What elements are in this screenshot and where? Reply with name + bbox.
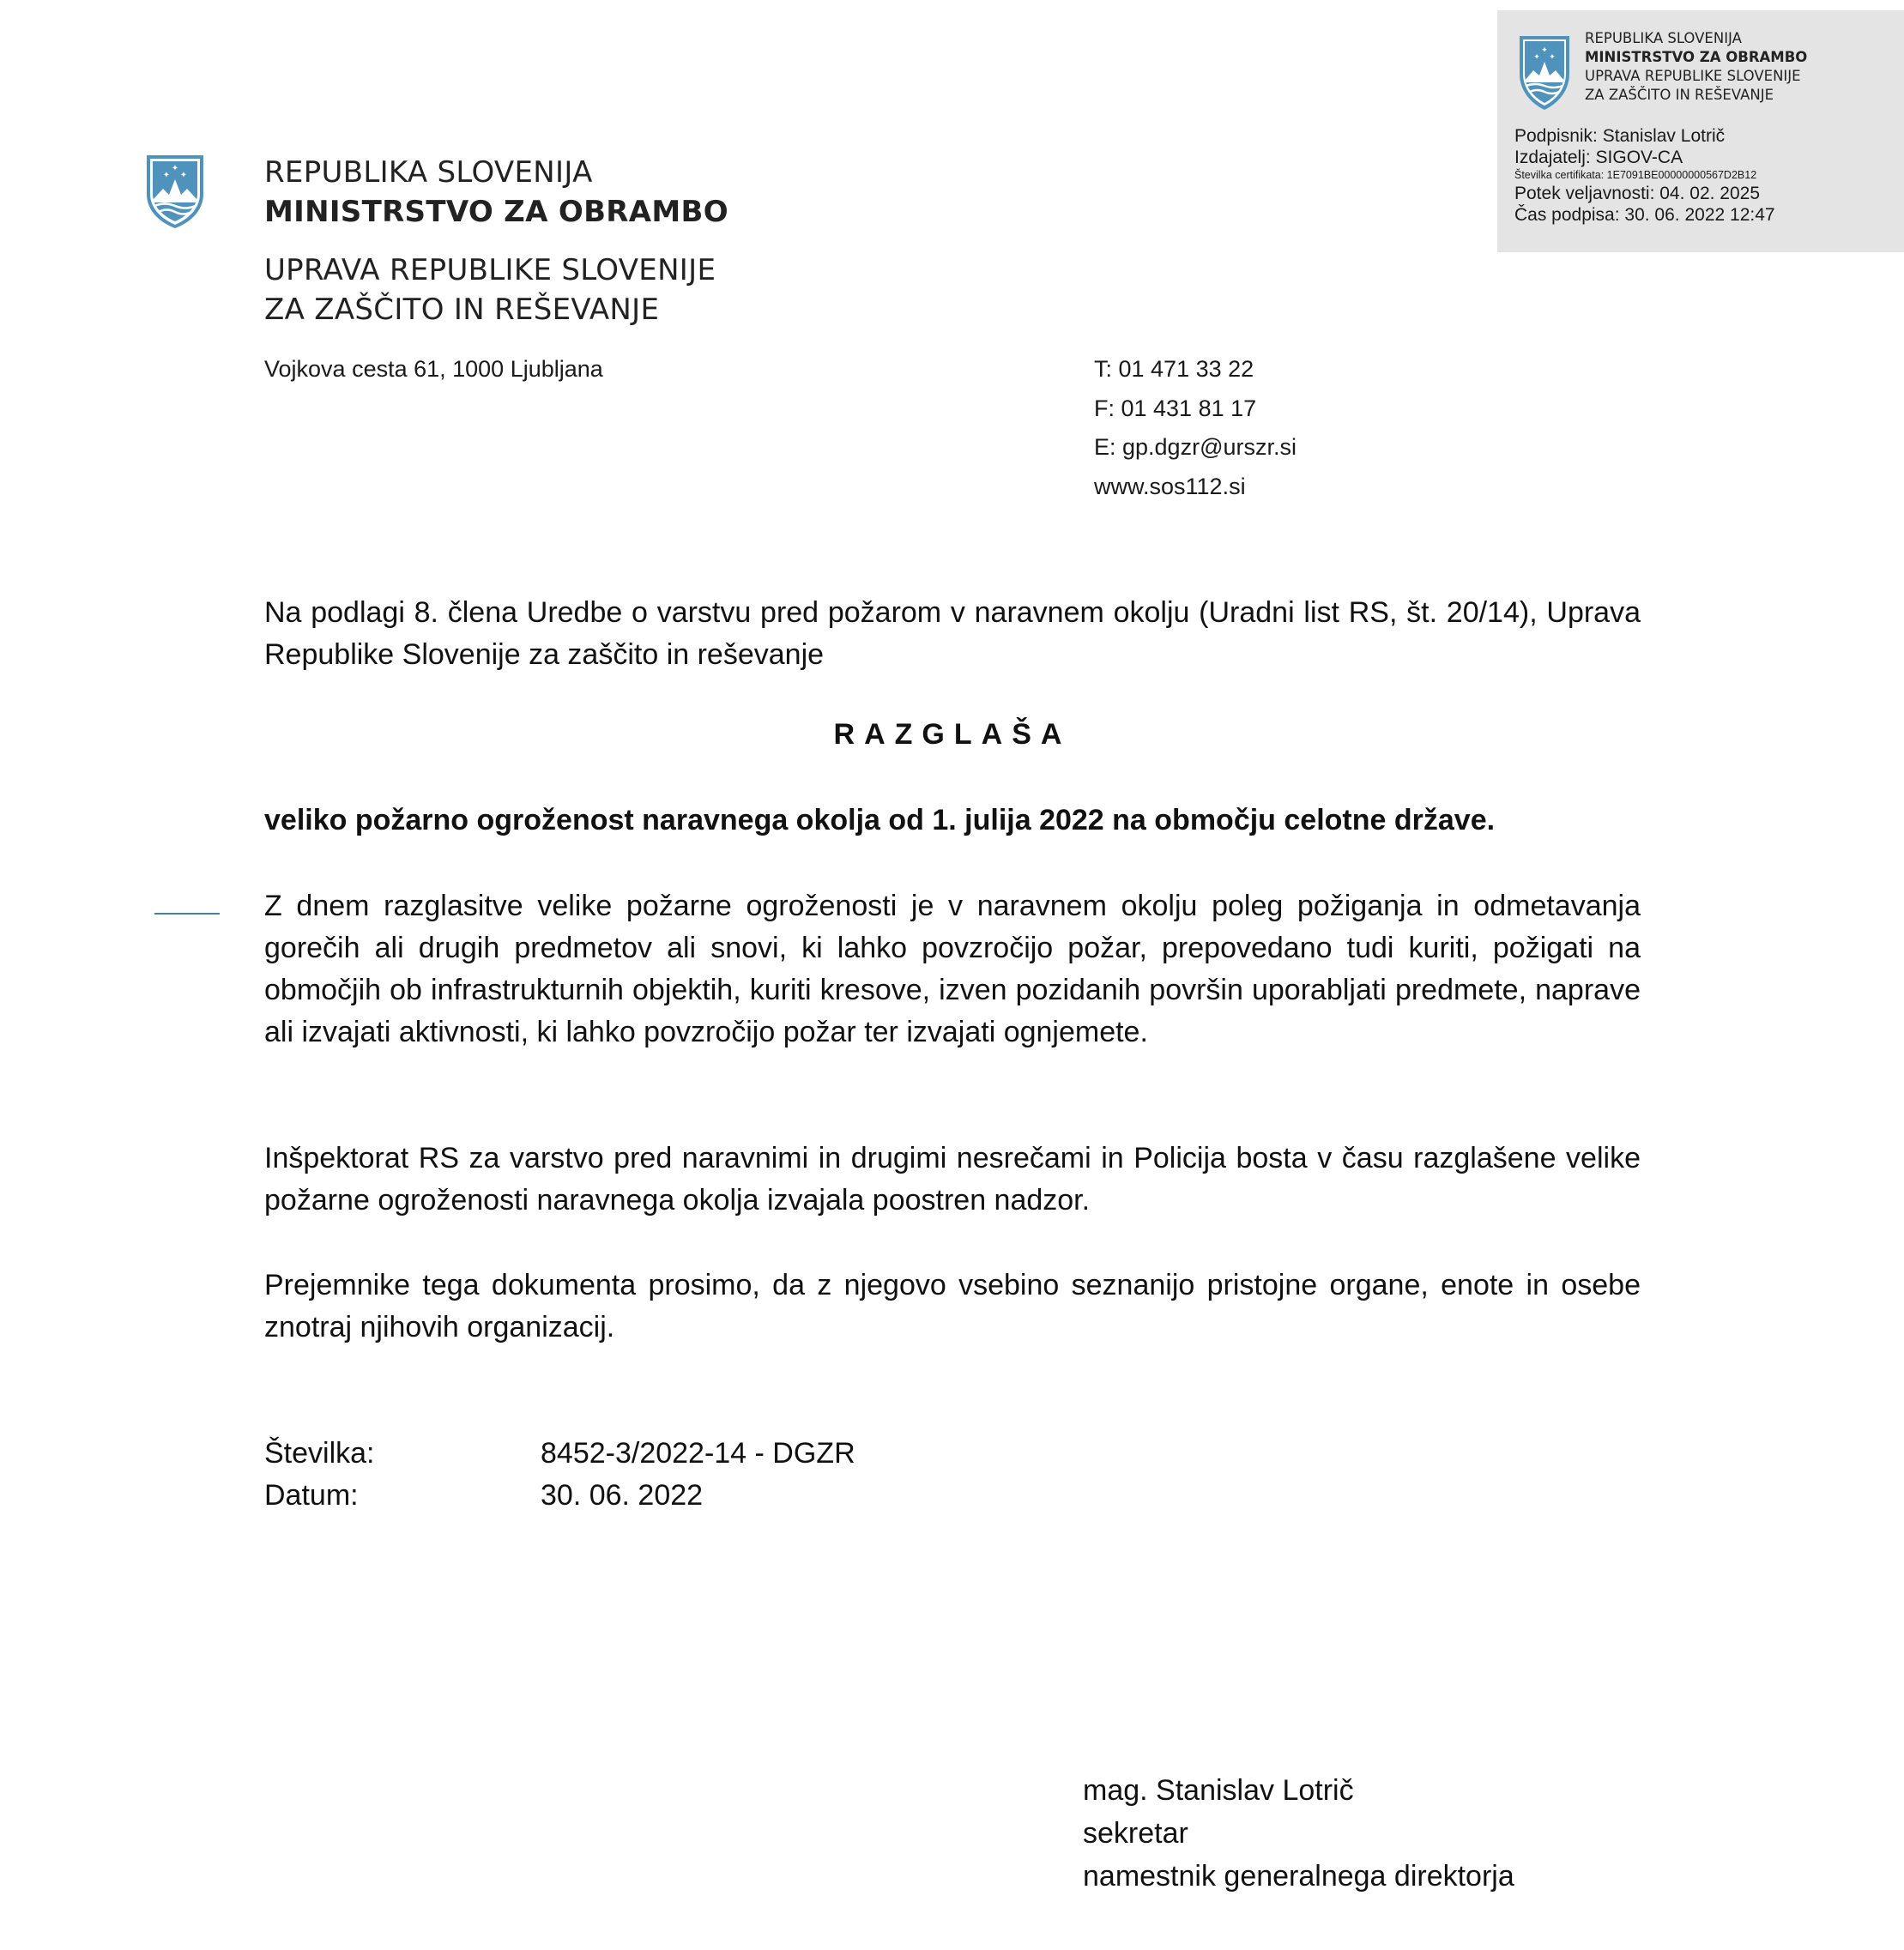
svg-text:✦: ✦	[171, 164, 179, 173]
body-paragraph-2: Inšpektorat RS za varstvo pred naravnimi in drugimi nesrečami in Policija bosta v času razglašene velike požarne ogroženosti naravnega okolja izvajala poostren nadzor.	[264, 1142, 1641, 1216]
letterhead-line3: UPRAVA REPUBLIKE SLOVENIJE	[264, 253, 716, 287]
date-value: 30. 06. 2022	[541, 1479, 704, 1512]
stamp-header-line4: ZA ZAŠČITO IN REŠEVANJE	[1585, 87, 1774, 103]
svg-text:✦: ✦	[1549, 53, 1556, 62]
signatory-name: mag. Stanislav Lotrič	[1083, 1774, 1354, 1807]
contact-phone: T: 01 471 33 22	[1094, 356, 1254, 382]
stamp-certificate: Številka certifikata: 1E7091BE00000000567D2B12	[1514, 169, 1757, 181]
document-title: RAZGLAŠA	[833, 718, 1072, 751]
letterhead-administration	[264, 251, 716, 329]
body-paragraph-3: Prejemnike tega dokumenta prosimo, da z njegovo vsebino seznanijo pristojne organe, enote in osebe znotraj njihovih organizacij.	[264, 1269, 1641, 1343]
stamp-validity: Potek veljavnosti: 04. 02. 2025	[1514, 184, 1761, 203]
date-label: Datum:	[264, 1479, 359, 1512]
stamp-issuer: Izdajatelj: SIGOV-CA	[1514, 148, 1683, 167]
letterhead-line4: ZA ZAŠČITO IN REŠEVANJE	[264, 293, 660, 327]
margin-fold-mark	[154, 913, 220, 915]
stamp-header-line2: MINISTRSTVO ZA OBRAMBO	[1585, 49, 1808, 65]
stamp-header-line1: REPUBLIKA SLOVENIJA	[1585, 30, 1742, 46]
signatory-role-1: sekretar	[1083, 1817, 1188, 1850]
svg-text:✦: ✦	[1533, 53, 1540, 62]
letterhead-line1: REPUBLIKA SLOVENIJA	[264, 155, 593, 190]
coat-of-arms-icon	[1516, 31, 1573, 113]
digital-signature-stamp	[1497, 10, 1904, 252]
contact-email: E: gp.dgzr@urszr.si	[1094, 434, 1297, 460]
stamp-header	[1585, 29, 1807, 105]
stamp-header-line3: UPRAVA REPUBLIKE SLOVENIJE	[1585, 68, 1801, 84]
number-label: Številka:	[264, 1437, 375, 1470]
svg-text:✦: ✦	[179, 171, 188, 180]
letterhead-contacts	[1094, 350, 1297, 506]
coat-of-arms-logo-icon	[144, 153, 206, 230]
stamp-signer: Podpisnik: Stanislav Lotrič	[1514, 126, 1726, 146]
intro-paragraph: Na podlagi 8. člena Uredbe o varstvu pred požarom v naravnem okolju (Uradni list RS, št. 20/14), Uprava Republike Slovenije za zaščito in reševanje	[264, 596, 1641, 671]
body-paragraph-1: Z dnem razglasitve velike požarne ogroženosti je v naravnem okolju poleg požiganja in odmetavanja gorečih ali drugih predmetov ali snovi, ki lahko povzročijo požar, prepovedano tudi kuriti, požigati na območjih ob infrastrukturnih objektih, kuriti kresove, izven pozidanih površin uporabljati predmete, naprave ali izvajati aktivnosti, ki lahko povzročijo požar ter izvajati ognjemete.	[264, 890, 1641, 1048]
signatory-role-2: namestnik generalnega direktorja	[1083, 1860, 1514, 1893]
letterhead-address: Vojkova cesta 61, 1000 Ljubljana	[264, 356, 603, 382]
contact-website: www.sos112.si	[1094, 473, 1246, 499]
signature-block	[1083, 1769, 1514, 1898]
letterhead-line2: MINISTRSTVO ZA OBRAMBO	[264, 195, 728, 229]
document-subtitle: veliko požarno ogroženost naravnega okolja od 1. julija 2022 na območju celotne države.	[264, 804, 1496, 836]
number-value: 8452-3/2022-14 - DGZR	[541, 1437, 855, 1470]
svg-text:✦: ✦	[162, 171, 171, 180]
letterhead-ministry	[264, 153, 728, 232]
svg-text:✦: ✦	[1541, 46, 1548, 55]
stamp-signed-at: Čas podpisa: 30. 06. 2022 12:47	[1514, 205, 1775, 225]
contact-fax: F: 01 431 81 17	[1094, 395, 1257, 421]
stamp-info	[1514, 125, 1775, 226]
